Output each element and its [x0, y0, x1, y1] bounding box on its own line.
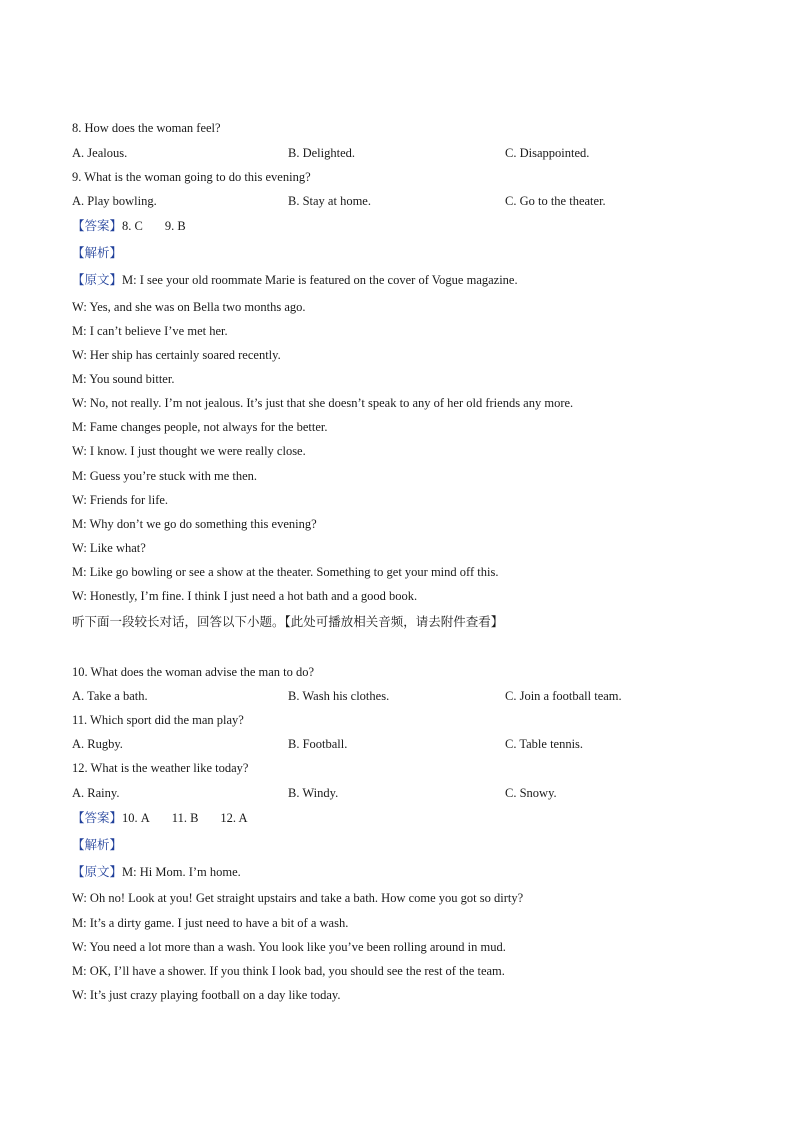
answer-10: 10. A [122, 811, 150, 825]
q10-option-c: C. Join a football team. [505, 689, 622, 703]
transcript-line: W: Her ship has certainly soared recently. [72, 348, 281, 362]
question-10: 10. What does the woman advise the man to do? [72, 665, 315, 679]
analysis-line-2 [72, 837, 122, 853]
transcript-line: M: Guess you’re stuck with me then. [72, 469, 258, 483]
analysis-label: 【解析】 [72, 837, 123, 852]
transcript-line-2-0 [72, 864, 241, 880]
question-11: 11. Which sport did the man play? [72, 713, 244, 727]
answer-label: 【答案】 [72, 810, 123, 825]
question-12: 12. What is the weather like today? [72, 761, 249, 775]
q12-option-a: A. Rainy. [72, 786, 120, 800]
transcript-line: W: I know. I just thought we were really close. [72, 444, 306, 458]
transcript-line: M: Fame changes people, not always for the better. [72, 420, 328, 434]
q8-option-b: B. Delighted. [288, 146, 356, 160]
transcript-line: M: You sound bitter. [72, 372, 175, 386]
transcript-label: 【原文】 [72, 864, 123, 879]
answer-line-1 [72, 218, 186, 234]
q12-option-b: B. Windy. [288, 786, 339, 800]
transcript-line: W: Like what? [72, 541, 146, 555]
transcript-line: W: No, not really. I’m not jealous. It’s just that she doesn’t speak to any of her old friends any more. [72, 396, 574, 410]
transcript-line: W: It’s just crazy playing football on a day like today. [72, 988, 341, 1002]
answer-9: 9. B [164, 219, 186, 233]
q8-option-c: C. Disappointed. [505, 146, 590, 160]
listening-instruction: 听下面一段较长对话，回答以下小题。【此处可播放相关音频，请去附件查看】 [72, 614, 504, 629]
analysis-label: 【解析】 [72, 245, 123, 260]
answer-12: 12. A [220, 811, 248, 825]
q11-option-a: A. Rugby. [72, 737, 123, 751]
q9-option-a: A. Play bowling. [72, 194, 157, 208]
transcript-text: M: Hi Mom. I’m home. [122, 865, 241, 879]
q10-option-b: B. Wash his clothes. [288, 689, 390, 703]
transcript-line: M: It’s a dirty game. I just need to have a bit of a wash. [72, 916, 349, 930]
transcript-line: W: You need a lot more than a wash. You look like you’ve been rolling around in mud. [72, 940, 506, 954]
q10-option-a: A. Take a bath. [72, 689, 148, 703]
q12-option-c: C. Snowy. [505, 786, 557, 800]
analysis-line-1 [72, 245, 122, 261]
transcript-text: M: I see your old roommate Marie is featured on the cover of Vogue magazine. [122, 273, 518, 287]
transcript-line: W: Friends for life. [72, 493, 169, 507]
question-8: 8. How does the woman feel? [72, 121, 221, 135]
q9-option-c: C. Go to the theater. [505, 194, 606, 208]
answer-label: 【答案】 [72, 218, 123, 233]
q11-option-b: B. Football. [288, 737, 348, 751]
transcript-line-1-0 [72, 272, 518, 288]
transcript-line: M: Why don’t we go do something this evening? [72, 517, 317, 531]
transcript-line: M: OK, I’ll have a shower. If you think I look bad, you should see the rest of the team. [72, 964, 505, 978]
q9-option-b: B. Stay at home. [288, 194, 371, 208]
q8-option-a: A. Jealous. [72, 146, 128, 160]
answer-line-2 [72, 810, 248, 826]
q11-option-c: C. Table tennis. [505, 737, 584, 751]
answer-8: 8. C [122, 219, 143, 233]
transcript-line: W: Oh no! Look at you! Get straight upstairs and take a bath. How come you got so dirty? [72, 891, 524, 905]
question-9: 9. What is the woman going to do this evening? [72, 170, 311, 184]
transcript-label: 【原文】 [72, 272, 123, 287]
transcript-line: W: Honestly, I’m fine. I think I just need a hot bath and a good book. [72, 589, 418, 603]
transcript-line: M: Like go bowling or see a show at the theater. Something to get your mind off this. [72, 565, 499, 579]
answer-11: 11. B [171, 811, 199, 825]
transcript-line: W: Yes, and she was on Bella two months ago. [72, 300, 306, 314]
transcript-line: M: I can’t believe I’ve met her. [72, 324, 228, 338]
